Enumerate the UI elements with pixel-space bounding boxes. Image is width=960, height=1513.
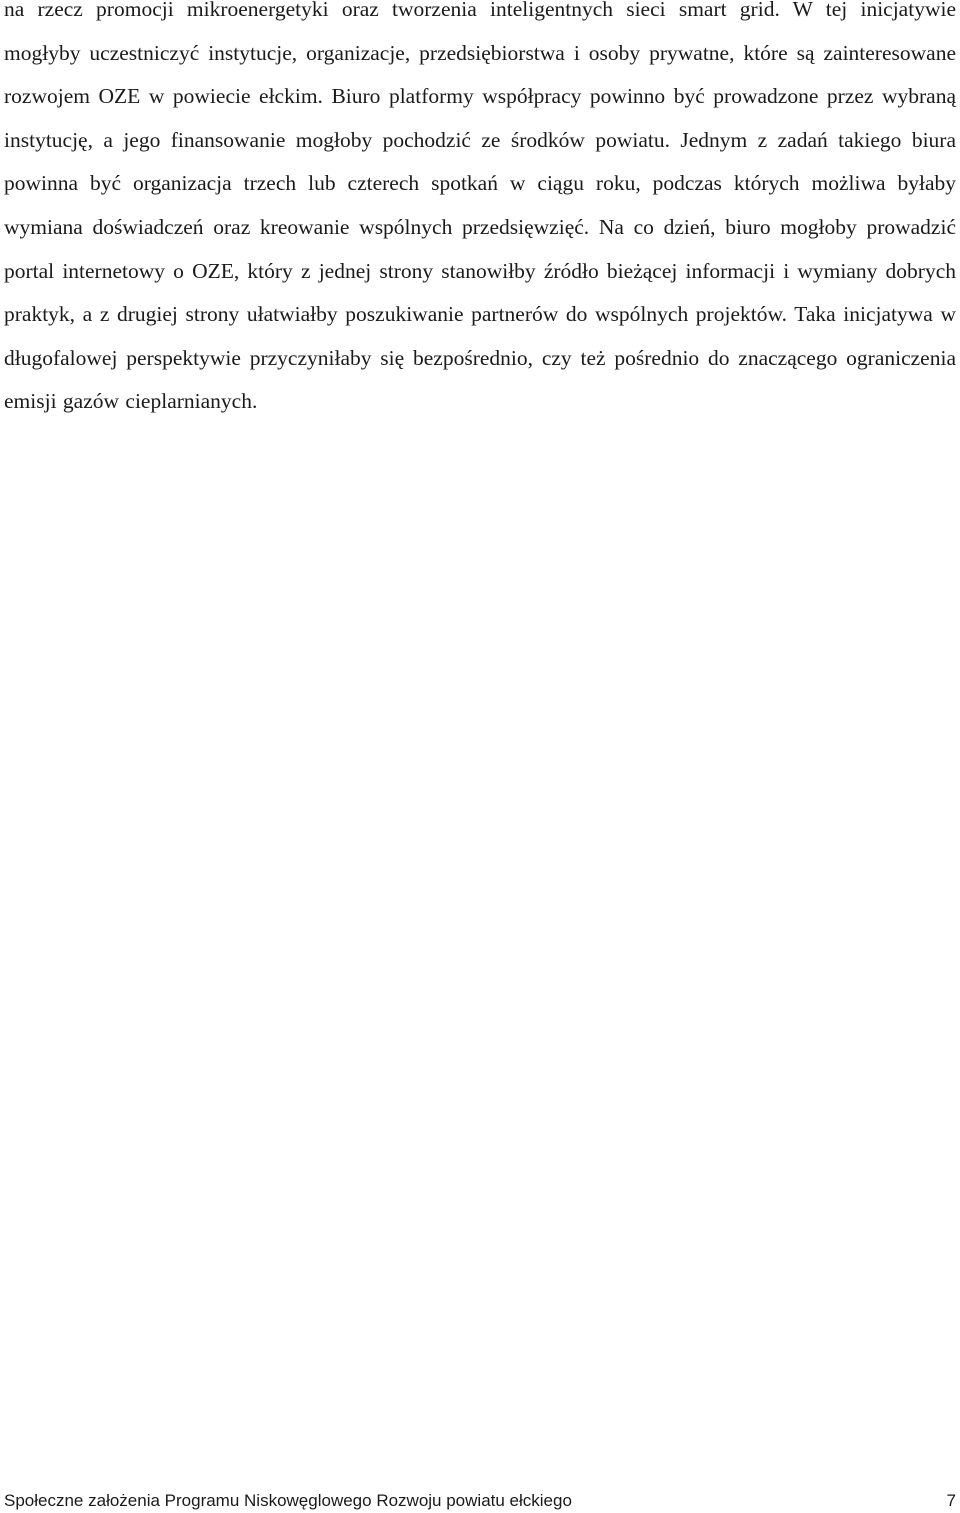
footer-title: Społeczne założenia Programu Niskowęglowego Rozwoju powiatu ełckiego (4, 1491, 572, 1510)
page-number: 7 (946, 1491, 956, 1510)
page-footer (4, 1490, 956, 1512)
body-paragraph: na rzecz promocji mikroenergetyki oraz tworzenia inteligentnych sieci smart grid. W tej inicjatywie mogłyby uczestniczyć instytucje, organizacje, przedsiębiorstwa i osoby prywatne, które są zainteresowane rozwojem OZE w powiecie ełckim. Biuro platformy współpracy powinno być prowadzone przez wybraną instytucję, a jego finansowanie mogłoby pochodzić ze środków powiatu. Jednym z zadań takiego biura powinna być organizacja trzech lub czterech spotkań w ciągu roku, podczas których możliwa byłaby wymiana doświadczeń oraz kreowanie wspólnych przedsięwzięć. Na co dzień, biuro mogłoby prowadzić portal internetowy o OZE, który z jednej strony stanowiłby źródło bieżącej informacji i wymiany dobrych praktyk, a z drugiej strony ułatwiałby poszukiwanie partnerów do wspólnych projektów. Taka inicjatywa w długofalowej perspektywie przyczyniłaby się bezpośrednio, czy też pośrednio do znaczącego ograniczenia emisji gazów cieplarnianych. (4, 0, 956, 414)
